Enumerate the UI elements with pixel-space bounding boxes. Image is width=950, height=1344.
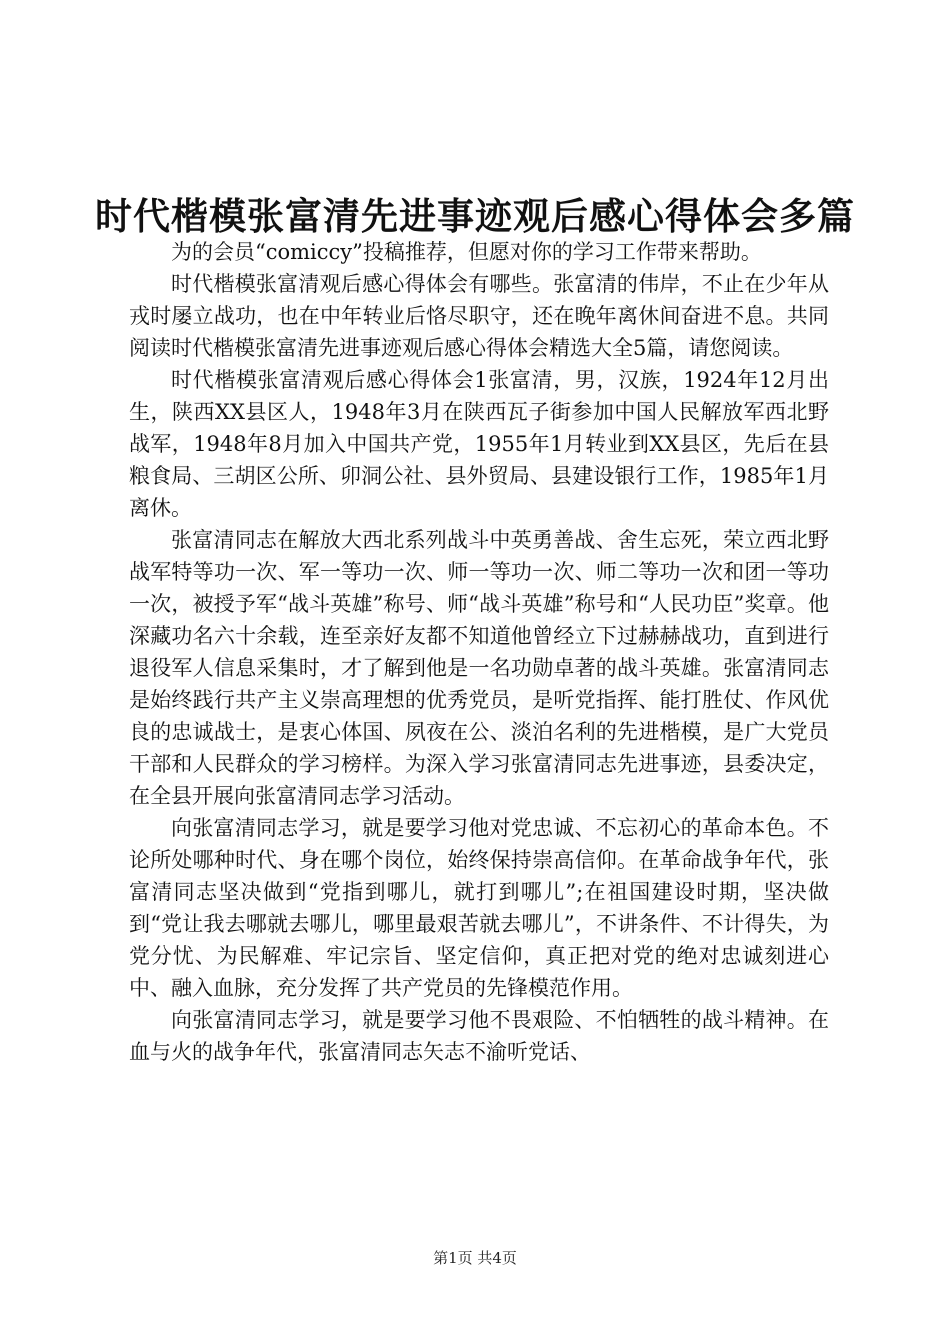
paragraph-merits: 张富清同志在解放大西北系列战斗中英勇善战、舍生忘死，荣立西北野战军特等功一次、军一等功一次、师一等功一次、师二等功一次和团一等功一次，被授予军“战斗英雄”称号、师“战斗英雄”称号和“人民功臣”奖章。他深藏功名六十余载，连至亲好友都不知道他曾经立下过赫赫战功，直到进行退役军人信息采集时，才了解到他是一名功勋卓著的战斗英雄。张富清同志是始终践行共产主义崇高理想的优秀党员，是听党指挥、能打胜仗、作风优良的忠诚战士，是衷心体国、夙夜在公、淡泊名利的先进楷模，是广大党员干部和人民群众的学习榜样。为深入学习张富清同志先进事迹，县委决定，在全县开展向张富清同志学习活动。: [129, 528, 829, 808]
paragraph-loyalty: 向张富清同志学习，就是要学习他对党忠诚、不忘初心的革命本色。不论所处哪种时代、身在哪个岗位，始终保持崇高信仰。在革命战争年代，张富清同志坚决做到“党指到哪儿，就打到哪儿”;在祖国建设时期，坚决做到“党让我去哪就去哪儿，哪里最艰苦就去哪儿”，不讲条件、不计得失，为党分忧、为民解难、牢记宗旨、坚定信仰，真正把对党的绝对忠诚刻进心中、融入血脉，充分发挥了共产党员的先锋模范作用。: [129, 816, 829, 1000]
document-body: [129, 236, 829, 1068]
paragraph-summary: 时代楷模张富清观后感心得体会有哪些。张富清的伟岸，不止在少年从戎时屡立战功，也在中年转业后恪尽职守，还在晚年离休间奋进不息。共同阅读时代楷模张富清先进事迹观后感心得体会精选大全5篇，请您阅读。: [129, 272, 829, 360]
paragraph-fighting-spirit: 向张富清同志学习，就是要学习他不畏艰险、不怕牺牲的战斗精神。在血与火的战争年代，张富清同志矢志不渝听党话、: [129, 1008, 829, 1064]
page-number-footer: 第1页 共4页: [433, 1249, 517, 1267]
document-title: 时代楷模张富清先进事迹观后感心得体会多篇: [95, 194, 855, 238]
paragraph-intro: 为的会员“comiccy”投稿推荐，但愿对你的学习工作带来帮助。: [171, 240, 762, 264]
paragraph-biography: 时代楷模张富清观后感心得体会1张富清，男，汉族，1924年12月出生，陕西XX县区人，1948年3月在陕西瓦子街参加中国人民解放军西北野战军，1948年8月加入中国共产党，1955年1月转业到XX县区，先后在县粮食局、三胡区公所、卯洞公社、县外贸局、县建设银行工作，1985年1月离休。: [129, 368, 829, 520]
